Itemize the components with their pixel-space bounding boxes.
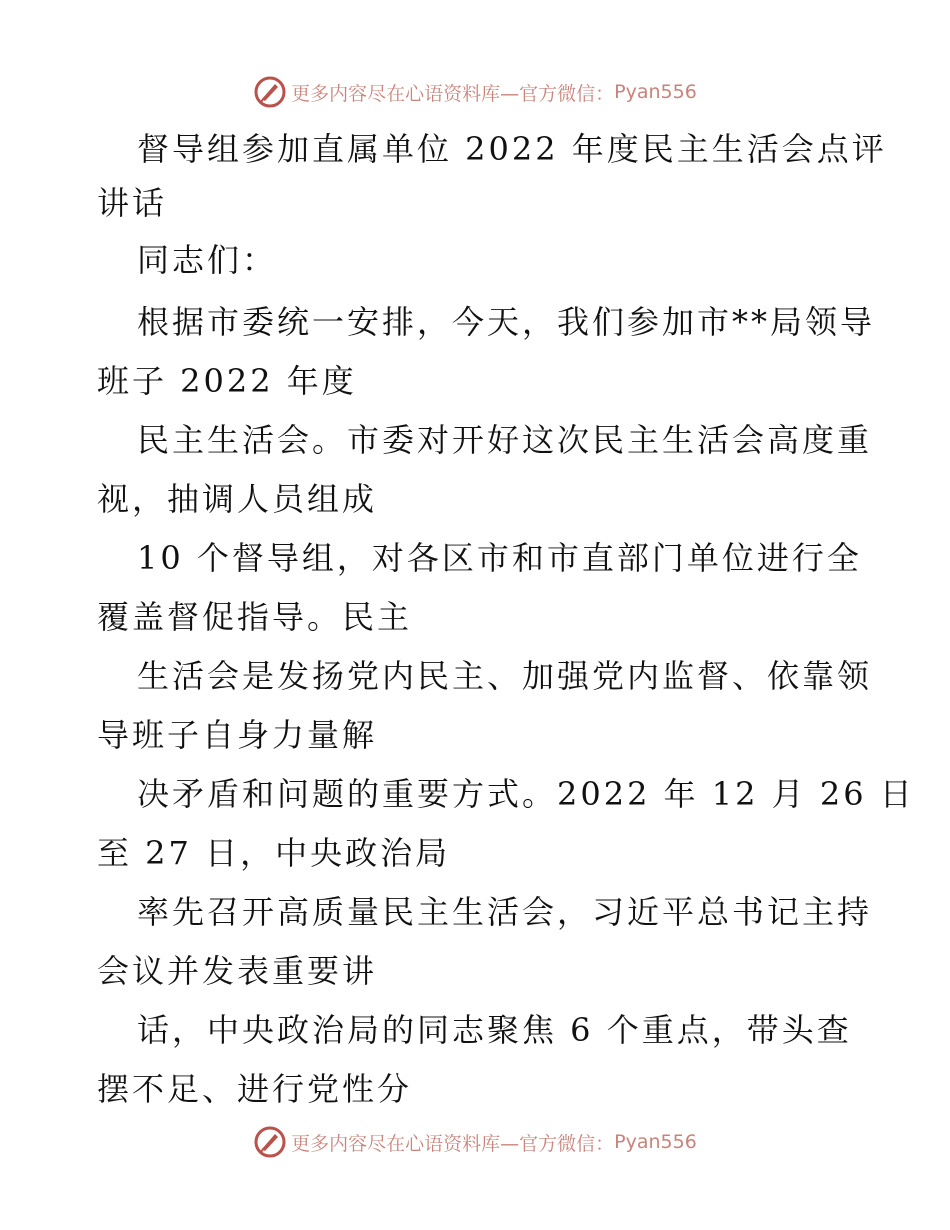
quill-logo-icon bbox=[253, 1125, 287, 1159]
text-line: 话，中央政治局的同志聚焦 6 个重点，带头查 bbox=[137, 1011, 852, 1049]
watermark-handle: Pyan556 bbox=[614, 81, 697, 103]
header-watermark bbox=[0, 72, 950, 112]
watermark-handle: Pyan556 bbox=[614, 1131, 697, 1153]
text-line: 视，抽调人员组成 bbox=[97, 480, 378, 518]
text-line: 班子 2022 年度 bbox=[97, 362, 357, 400]
text-line: 督导组参加直属单位 2022 年度民主生活会点评 bbox=[137, 130, 887, 168]
watermark-text: 更多内容尽在心语资料库—官方微信： bbox=[291, 82, 615, 105]
text-line: 导班子自身力量解 bbox=[97, 716, 378, 754]
text-line: 摆不足、进行党性分 bbox=[97, 1070, 413, 1108]
document-body bbox=[97, 122, 915, 1116]
text-line: 率先召开高质量民主生活会，习近平总书记主持 bbox=[137, 893, 873, 931]
watermark-text: 更多内容尽在心语资料库—官方微信： bbox=[291, 1132, 615, 1155]
text-line: 覆盖督促指导。民主 bbox=[97, 598, 413, 636]
text-line: 同志们： bbox=[137, 241, 278, 279]
text-line: 决矛盾和问题的重要方式。2022 年 12 月 26 日 bbox=[137, 775, 915, 813]
quill-logo-icon bbox=[253, 75, 287, 109]
text-line: 根据市委统一安排，今天，我们参加市**局领导 bbox=[137, 303, 876, 341]
text-line: 会议并发表重要讲 bbox=[97, 952, 378, 990]
text-line: 至 27 日，中央政治局 bbox=[97, 834, 451, 872]
text-line: 民主生活会。市委对开好这次民主生活会高度重 bbox=[137, 421, 873, 459]
text-line: 10 个督导组，对各区市和市直部门单位进行全 bbox=[137, 539, 862, 577]
footer-watermark bbox=[0, 1122, 950, 1162]
text-line: 生活会是发扬党内民主、加强党内监督、依靠领 bbox=[137, 657, 873, 695]
text-line: 讲话 bbox=[97, 184, 168, 222]
